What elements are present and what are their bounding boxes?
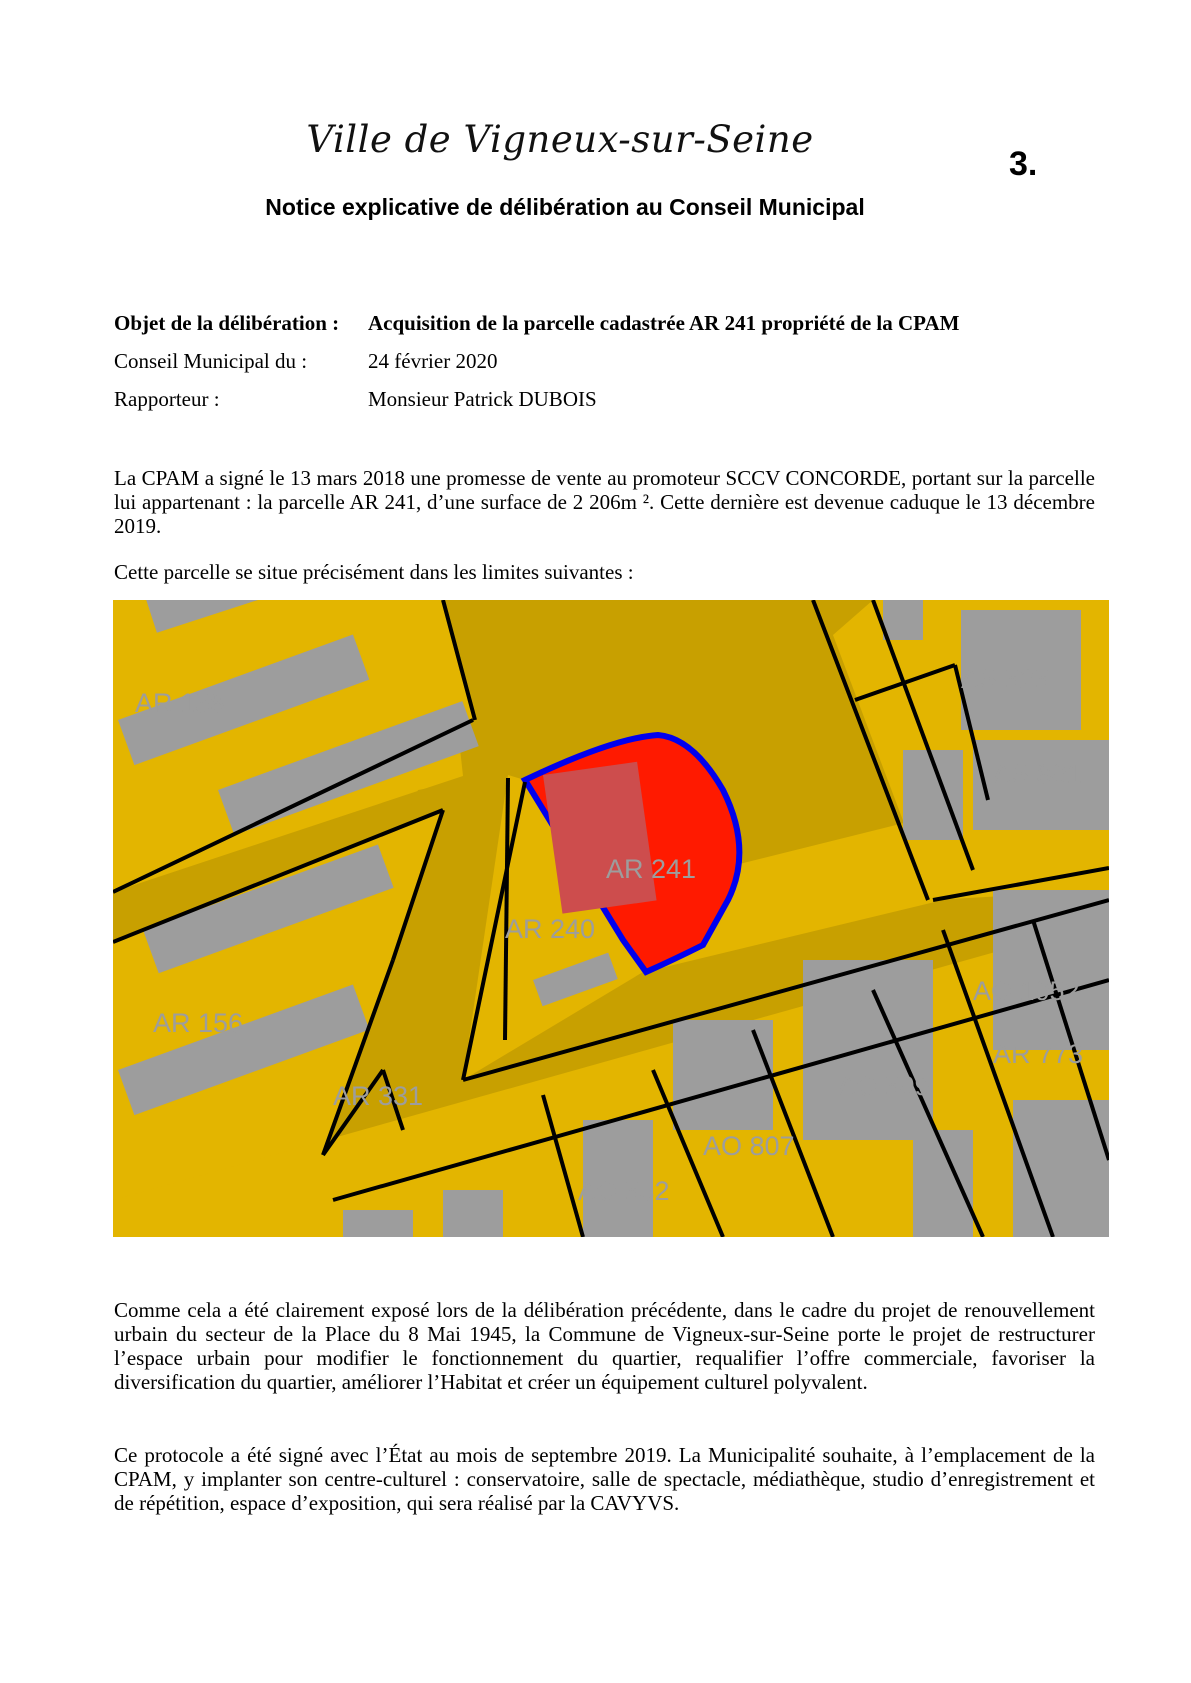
paragraph-protocol: Ce protocole a été signé avec l’État au mois de septembre 2019. La Municipalité souhaite, à l’emplacement de la CPAM, y implanter son centre-culturel : conservatoire, salle de spectacle, médiathèque, studio d’enregistrement et de répétition, espace d’exposition, qui sera réalisé par la CAVYVS.	[114, 1443, 1095, 1515]
map-label-ar158: AR 158	[135, 688, 226, 718]
map-label-ao509: AO 509	[838, 1071, 930, 1101]
building	[343, 1210, 413, 1237]
cadastral-map-svg	[113, 600, 1109, 1237]
building	[673, 1020, 773, 1130]
map-label-ar331: AR 331	[333, 1081, 424, 1111]
notice-number: 3.	[1009, 145, 1038, 183]
map-label-ao532: AO 532	[578, 1176, 670, 1206]
object-value: Acquisition de la parcelle cadastrée AR 241 propriété de la CPAM	[368, 311, 960, 335]
map-label-ar240: AR 240	[505, 914, 596, 944]
map-label-as525: AS 525	[961, 664, 1050, 694]
map-label-ao807: AO 807	[703, 1131, 795, 1161]
city-name: Ville de Vigneux-sur-Seine	[306, 118, 814, 161]
parcel-ar241-building	[543, 762, 657, 914]
map-label-ao1052: AO 1052	[973, 976, 1080, 1006]
cadastral-map	[113, 600, 1109, 1237]
building	[993, 890, 1109, 1050]
council-label: Conseil Municipal du :	[114, 349, 308, 373]
reporter-label: Rapporteur :	[114, 387, 220, 411]
building	[883, 600, 923, 640]
object-label: Objet de la délibération :	[114, 311, 340, 335]
reporter-value: Monsieur Patrick DUBOIS	[368, 387, 597, 411]
paragraph-location-intro: Cette parcelle se situe précisément dans les limites suivantes :	[114, 560, 634, 584]
council-value: 24 février 2020	[368, 349, 498, 373]
page-title: Notice explicative de délibération au Conseil Municipal	[265, 194, 865, 220]
map-label-as801: AS 801	[993, 759, 1082, 789]
building	[443, 1190, 503, 1237]
map-label-ar241: AR 241	[606, 854, 697, 884]
map-label-ar773: AR 773	[993, 1039, 1084, 1069]
paragraph-project: Comme cela a été clairement exposé lors de la délibération précédente, dans le cadre du projet de renouvellement urbain du secteur de la Place du 8 Mai 1945, la Commune de Vigneux-sur-Seine porte le projet de restructurer l’espace urbain pour modifier le fonctionnement du quartier, requalifier l’offre commerciale, favoriser la diversification du quartier, améliorer l’Habitat et créer un équipement culturel polyvalent.	[114, 1298, 1095, 1394]
map-label-ar156: AR 156	[153, 1008, 244, 1038]
paragraph-promise: La CPAM a signé le 13 mars 2018 une promesse de vente au promoteur SCCV CONCORDE, portant sur la parcelle lui appartenant : la parcelle AR 241, d’une surface de 2 206m ². Cette dernière est devenue caduque le 13 décembre 2019.	[114, 466, 1095, 538]
